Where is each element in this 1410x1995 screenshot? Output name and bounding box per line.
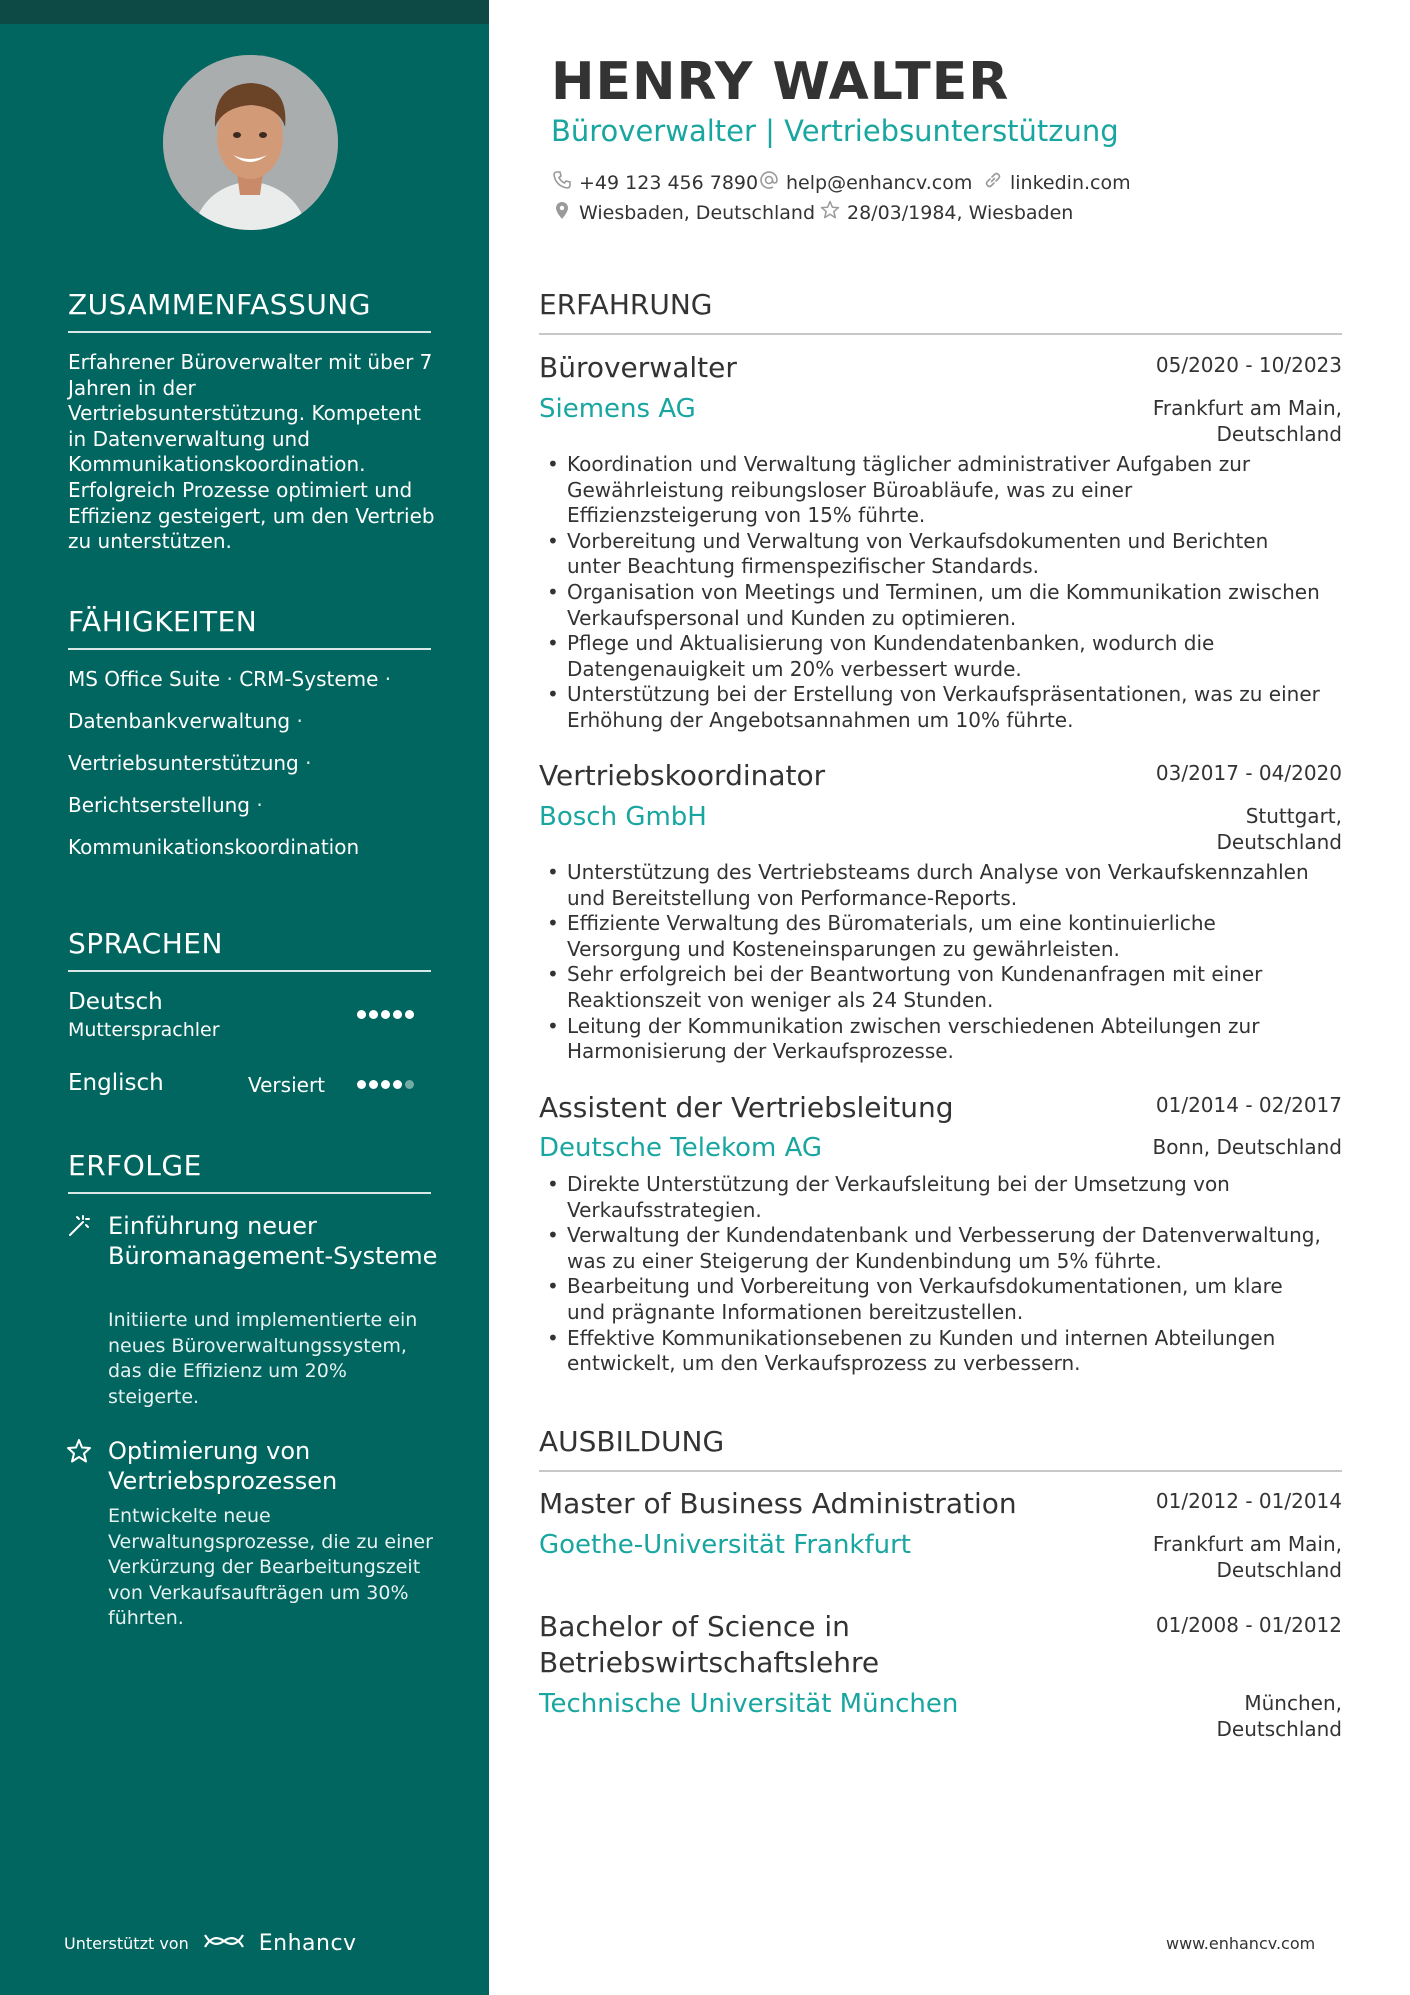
skill-item: Kommunikationskoordination — [68, 835, 360, 859]
rating-dot — [381, 1080, 390, 1089]
profile-photo — [163, 55, 338, 230]
language-name: Deutsch — [68, 989, 163, 1015]
language-level: Muttersprachler — [68, 1019, 220, 1041]
achievement-description: Initiierte und implementierte ein neues Büroverwaltungssystem, das die Effizienz um 20% steigerte. — [108, 1309, 418, 1408]
experience-heading: ERFAHRUNG — [539, 288, 1342, 335]
contact-email[interactable]: help@enhancv.com — [759, 170, 972, 195]
language-rating — [357, 1080, 414, 1089]
job-bullet: • Unterstützung des Vertriebsteams durch Analyse von Verkaufskennzahlen und Bereitstellung von Performance-Reports. — [545, 860, 1327, 911]
sidebar — [0, 0, 489, 1995]
job-company: Siemens AG — [539, 394, 696, 424]
job-bullet: • Unterstützung bei der Erstellung von Verkaufspräsentationen, was zu einer Erhöhung der Angebotsannahmen um 10% führte. — [545, 682, 1327, 733]
powered-by-label: Unterstützt von — [64, 1933, 189, 1953]
job-bullet: • Pflege und Aktualisierung von Kundendatenbanken, wodurch die Datengenauigkeit um 20% verbessert wurde. — [545, 631, 1327, 682]
summary-heading: ZUSAMMENFASSUNG — [68, 288, 431, 333]
education-location: München, Deutschland — [1216, 1691, 1342, 1741]
job-bullets — [545, 452, 1327, 734]
contact-birth: 28/03/1984, Wiesbaden — [820, 200, 1073, 225]
education-location: Frankfurt am Main, Deutschland — [1152, 1532, 1342, 1582]
rating-dot — [369, 1080, 378, 1089]
skill-item: Berichtserstellung · — [68, 793, 263, 817]
job-bullet: • Bearbeitung und Vorbereitung von Verkaufsdokumentationen, um klare und prägnante Informationen bereitzustellen. — [545, 1274, 1327, 1325]
rating-dot — [381, 1010, 390, 1019]
contact-phone: +49 123 456 7890 — [552, 170, 758, 195]
location-pin-icon — [552, 200, 572, 225]
education-school: Goethe-Universität Frankfurt — [539, 1530, 911, 1560]
job-bullets — [545, 1172, 1327, 1377]
education-degree: Master of Business Administration — [539, 1487, 1017, 1520]
achievement-title: Optimierung von Vertriebsprozessen — [108, 1437, 338, 1495]
phone-icon — [552, 170, 572, 195]
at-icon — [759, 170, 779, 195]
rating-dot — [357, 1080, 366, 1089]
job-location: Frankfurt am Main, Deutschland — [1152, 396, 1342, 446]
powered-by — [64, 1929, 357, 1957]
job-role: Assistent der Vertriebsleitung — [539, 1091, 954, 1124]
language-rating — [357, 1010, 414, 1019]
star-icon — [66, 1438, 92, 1464]
rating-dot — [393, 1080, 402, 1089]
candidate-name: HENRY WALTER — [551, 52, 1010, 112]
contact-location: Wiesbaden, Deutschland — [552, 200, 815, 225]
job-dates: 05/2020 - 10/2023 — [1155, 353, 1342, 377]
rating-dot — [393, 1010, 402, 1019]
job-bullet: • Leitung der Kommunikation zwischen verschiedenen Abteilungen zur Harmonisierung der Verkaufsprozesse. — [545, 1014, 1327, 1065]
language-level: Versiert — [248, 1073, 326, 1097]
footer-url[interactable]: www.enhancv.com — [1166, 1934, 1316, 1953]
job-bullet: • Organisation von Meetings und Terminen, um die Kommunikation zwischen Verkaufspersonal und Kunden zu optimieren. — [545, 580, 1327, 631]
job-bullet: • Sehr erfolgreich bei der Beantwortung von Kundenanfragen mit einer Reaktionszeit von weniger als 24 Stunden. — [545, 962, 1327, 1013]
skills-heading: FÄHIGKEITEN — [68, 605, 431, 650]
skill-item: MS Office Suite · CRM-Systeme · — [68, 667, 392, 691]
job-bullet: • Effektive Kommunikationsebenen zu Kunden und internen Abteilungen entwickelt, um den Verkaufsprozess zu verbessern. — [545, 1326, 1327, 1377]
star-outline-icon — [820, 200, 840, 225]
education-school: Technische Universität München — [539, 1689, 959, 1719]
job-location: Stuttgart, Deutschland — [1216, 804, 1342, 854]
job-role: Vertriebskoordinator — [539, 759, 826, 792]
language-name: Englisch — [68, 1070, 164, 1096]
education-dates: 01/2012 - 01/2014 — [1155, 1489, 1342, 1513]
rating-dot — [405, 1010, 414, 1019]
contact-website[interactable]: linkedin.com — [983, 170, 1131, 195]
education-heading: AUSBILDUNG — [539, 1425, 1342, 1472]
skill-item: Datenbankverwaltung · — [68, 709, 303, 733]
enhancv-brand: Enhancv — [258, 1930, 357, 1956]
education-degree: Bachelor of Science in Betriebswirtschaftslehre — [539, 1610, 880, 1679]
job-bullet: • Direkte Unterstützung der Verkaufsleitung bei der Umsetzung von Verkaufsstrategien. — [545, 1172, 1327, 1223]
education-dates: 01/2008 - 01/2012 — [1155, 1613, 1342, 1637]
sidebar-top-bar — [0, 0, 489, 24]
rating-dot — [369, 1010, 378, 1019]
skill-item: Vertriebsunterstützung · — [68, 751, 312, 775]
achievements-heading: ERFOLGE — [68, 1149, 431, 1194]
languages-heading: SPRACHEN — [68, 927, 431, 972]
job-company: Bosch GmbH — [539, 802, 707, 832]
achievement-title: Einführung neuer Büromanagement-Systeme — [108, 1212, 438, 1270]
enhancv-logo-icon — [201, 1929, 247, 1957]
summary-text: Erfahrener Büroverwalter mit über 7 Jahren in der Vertriebsunterstützung. Kompetent in Datenverwaltung und Kommunikationskoordination. Erfolgreich Prozesse optimiert und Effizienz gesteigert, um den Vertrieb zu unterstützen. — [68, 350, 435, 554]
job-bullet: • Koordination und Verwaltung täglicher administrativer Aufgaben zur Gewährleistung reibungsloser Büroabläufe, was zu einer Effizienzsteigerung von 15% führte. — [545, 452, 1327, 529]
job-role: Büroverwalter — [539, 351, 737, 384]
achievement-description: Entwickelte neue Verwaltungsprozesse, die zu einer Verkürzung der Bearbeitungszeit von Verkaufsaufträgen um 30% führten. — [108, 1505, 433, 1630]
job-bullet: • Verwaltung der Kundendatenbank und Verbesserung der Datenverwaltung, was zu einer Steigerung der Kundenbindung um 5% führte. — [545, 1223, 1327, 1274]
job-dates: 01/2014 - 02/2017 — [1155, 1093, 1342, 1117]
job-bullet: • Vorbereitung und Verwaltung von Verkaufsdokumenten und Berichten unter Beachtung firmenspezifischer Standards. — [545, 529, 1327, 580]
rating-dot — [357, 1010, 366, 1019]
link-icon — [983, 170, 1003, 195]
job-dates: 03/2017 - 04/2020 — [1155, 761, 1342, 785]
job-bullet: • Effiziente Verwaltung des Büromaterials, um eine kontinuierliche Versorgung und Kosteneinsparungen zu gewährleisten. — [545, 911, 1327, 962]
job-bullets — [545, 860, 1327, 1065]
magic-wand-icon — [66, 1213, 92, 1239]
job-location: Bonn, Deutschland — [1152, 1135, 1342, 1159]
job-company: Deutsche Telekom AG — [539, 1133, 823, 1163]
rating-dot — [405, 1080, 414, 1089]
candidate-title: Büroverwalter | Vertriebsunterstützung — [551, 114, 1119, 148]
